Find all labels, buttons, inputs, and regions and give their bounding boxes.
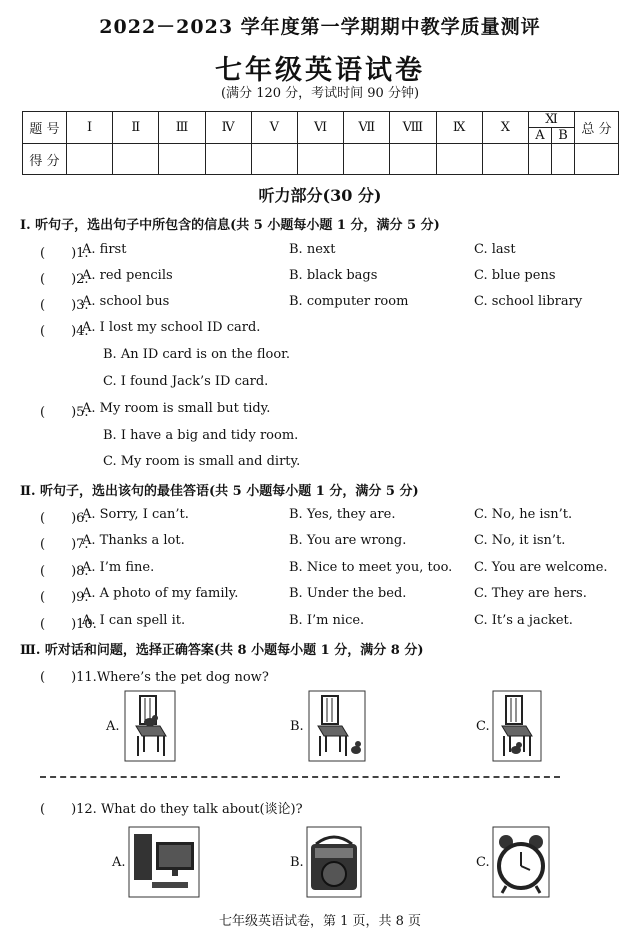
exam-subject: 七年级英语试卷 [215, 55, 425, 86]
option-c-label: C. [476, 719, 490, 734]
option-b: B. Under the bed. [289, 586, 407, 601]
score-cell[interactable] [551, 144, 574, 175]
option-a: A. first [82, 242, 127, 257]
option-b: B. computer room [289, 294, 409, 309]
option-c: C. I found Jack’s ID card. [103, 374, 269, 389]
exam-title: 2022－2023 学年度第一学期期中教学质量测评 [99, 16, 541, 38]
answer-paren: ( )2. [40, 272, 89, 287]
col-header: Ⅸ [436, 112, 482, 144]
option-c: C. No, he isn’t. [474, 507, 573, 522]
score-cell[interactable] [528, 144, 551, 175]
score-cell[interactable] [251, 144, 297, 175]
option-a: A. red pencils [82, 268, 173, 283]
score-cell[interactable] [297, 144, 343, 175]
listening-title: 听力部分(30 分) [258, 186, 382, 205]
score-table [22, 111, 619, 175]
option-b: B. An ID card is on the floor. [103, 347, 291, 362]
option-c: C. blue pens [474, 268, 556, 283]
option-a: A. Sorry, I can’t. [82, 507, 189, 522]
option-b: B. I’m nice. [289, 613, 365, 628]
row-label-question: 题 号 [23, 112, 67, 144]
option-a: A. I lost my school ID card. [82, 320, 261, 335]
option-b: B. Nice to meet you, too. [289, 560, 453, 575]
option-c-label: C. [476, 855, 490, 870]
alarm-clock-icon [492, 826, 550, 898]
score-cell[interactable] [205, 144, 251, 175]
option-c: C. My room is small and dirty. [103, 454, 301, 469]
section1-title: Ⅰ. 听句子，选出句子中所包含的信息(共 5 小题每小题 1 分，满分 5 分) [20, 218, 440, 233]
option-a-label: A. [106, 719, 120, 734]
answer-paren: ( )7. [40, 537, 89, 552]
option-b: B. black bags [289, 268, 378, 283]
col-header: Ⅴ [251, 112, 297, 144]
answer-paren: ( )9. [40, 590, 89, 605]
chair-dog-on-chair-icon [124, 690, 176, 762]
score-cell[interactable] [159, 144, 205, 175]
section3-title: Ⅲ. 听对话和问题，选择正确答案(共 8 小题每小题 1 分，满分 8 分) [20, 643, 424, 658]
section2-title: Ⅱ. 听句子，选出该句的最佳答语(共 5 小题每小题 1 分，满分 5 分) [20, 484, 419, 499]
option-c: C. last [474, 242, 516, 257]
col-header: Ⅶ [344, 112, 390, 144]
chair-dog-beside-chair-icon [308, 690, 366, 762]
score-cell[interactable] [390, 144, 436, 175]
option-b: B. I have a big and tidy room. [103, 428, 299, 443]
col-header: Ⅱ [113, 112, 159, 144]
score-cell[interactable] [113, 144, 159, 175]
option-a: A. A photo of my family. [82, 586, 239, 601]
option-c: C. They are hers. [474, 586, 587, 601]
answer-paren: ( )10. [40, 617, 97, 632]
col-header: Ⅳ [205, 112, 251, 144]
xi-a-label: A [529, 128, 552, 143]
question-12-text: ( )12. What do they talk about(谈论)? [40, 802, 303, 817]
page-footer: 七年级英语试卷，第 1 页，共 8 页 [218, 914, 422, 929]
option-c: C. You are welcome. [474, 560, 608, 575]
col-header-xi [528, 112, 574, 144]
exam-note: (满分 120 分，考试时间 90 分钟) [220, 86, 420, 101]
option-b-label: B. [290, 855, 304, 870]
option-a: A. school bus [82, 294, 170, 309]
option-a: A. I’m fine. [82, 560, 155, 575]
divider-dashed [40, 776, 560, 778]
row-label-score: 得 分 [23, 144, 67, 175]
score-cell[interactable] [575, 144, 619, 175]
option-c: C. school library [474, 294, 583, 309]
option-b: B. next [289, 242, 336, 257]
score-cell[interactable] [482, 144, 528, 175]
answer-paren: ( )1. [40, 246, 89, 261]
option-a-label: A. [112, 855, 126, 870]
answer-paren: ( )4. [40, 324, 89, 339]
col-header: Ⅵ [297, 112, 343, 144]
answer-paren: ( )3. [40, 298, 89, 313]
option-b: B. You are wrong. [289, 533, 407, 548]
score-cell[interactable] [67, 144, 113, 175]
option-c: C. It’s a jacket. [474, 613, 573, 628]
col-header: Ⅹ [482, 112, 528, 144]
radio-icon [306, 826, 362, 898]
option-c: C. No, it isn’t. [474, 533, 566, 548]
option-a: A. Thanks a lot. [82, 533, 185, 548]
col-header: Ⅷ [390, 112, 436, 144]
col-header-total: 总 分 [575, 112, 619, 144]
answer-paren: ( )5. [40, 405, 89, 420]
answer-paren: ( )6. [40, 511, 89, 526]
col-header: Ⅲ [159, 112, 205, 144]
xi-b-label: B [558, 128, 568, 143]
score-cell[interactable] [344, 144, 390, 175]
question-11-text: ( )11.Where’s the pet dog now? [40, 670, 269, 685]
option-b: B. Yes, they are. [289, 507, 396, 522]
option-a: A. I can spell it. [82, 613, 186, 628]
chair-dog-under-chair-icon [492, 690, 542, 762]
option-a: A. My room is small but tidy. [82, 401, 271, 416]
answer-paren: ( )8. [40, 564, 89, 579]
computer-icon [128, 826, 200, 898]
col-header: Ⅰ [67, 112, 113, 144]
xi-label: Ⅺ [529, 112, 574, 128]
option-b-label: B. [290, 719, 304, 734]
score-cell[interactable] [436, 144, 482, 175]
